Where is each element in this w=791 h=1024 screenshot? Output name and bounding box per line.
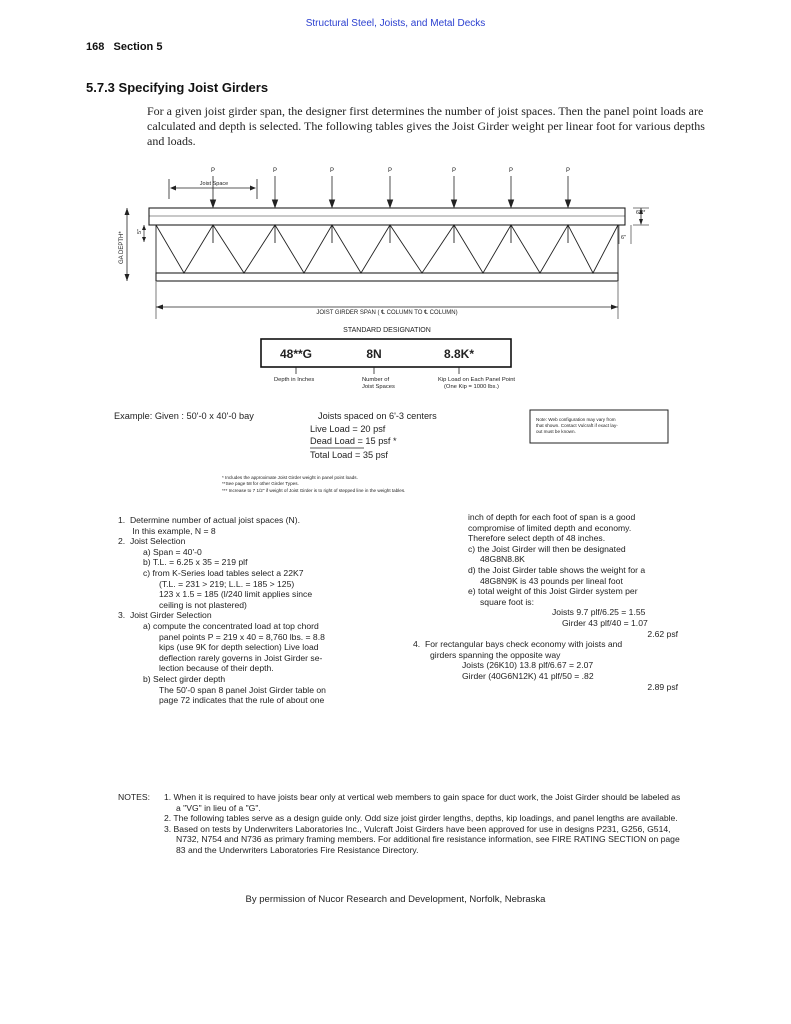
load-arrowhead	[509, 200, 514, 207]
intro-paragraph: For a given joist girder span, the designer first determines the number of joist spaces. Then the panel point loads are calculated and depth is selected. The following tables gives the Joist Girder weight per linear foot for various depths and loads.	[147, 104, 705, 148]
total-load: Total Load = 35 psf	[310, 450, 388, 460]
step-3c: c) the Joist Girder will then be designated	[468, 543, 626, 554]
page-number: 168	[86, 41, 105, 53]
footer-credit: By permission of Nucor Research and Development, Norfolk, Nebraska	[245, 894, 546, 905]
step-2c-line-2: (T.L. = 231 > 219; L.L. = 185 > 125)	[159, 578, 295, 589]
joist-girder-diagram	[114, 164, 674, 512]
step-3a-line-5: lection because of their depth.	[159, 663, 274, 674]
span-label: JOIST GIRDER SPAN ( ℄ COLUMN TO ℄ COLUMN)	[316, 310, 458, 316]
joist-space-label: Joist Space	[199, 181, 229, 187]
span-dimension	[156, 282, 618, 319]
designation-note-spaces-2: Joist Spaces	[362, 384, 395, 390]
notes-label: NOTES:	[118, 792, 150, 802]
load-label: P	[452, 168, 457, 174]
depth-dimension	[119, 208, 146, 281]
steps-right-column	[412, 512, 680, 692]
designation-spaces: 8N	[366, 347, 382, 361]
top-chord	[149, 208, 625, 225]
step-3e-line-2: square foot is:	[480, 596, 534, 607]
standard-designation-title: STANDARD DESIGNATION	[343, 327, 431, 334]
load-arrowhead	[388, 200, 393, 207]
page-header	[86, 41, 162, 53]
dead-load: Dead Load = 15 psf *	[310, 436, 397, 446]
step-3a-line-3: kips (use 9K for depth selection) Live load	[159, 642, 319, 653]
section-title: 5.7.3 Specifying Joist Girders	[86, 80, 269, 95]
step-1: 1. Determine number of actual joist spaces (N).	[118, 515, 300, 525]
example-given: Example: Given : 50'-0 x 40'-0 bay	[114, 411, 254, 421]
alt-weight-total: 2.89 psf	[647, 681, 678, 692]
step-2a: a) Span = 40'-0	[143, 546, 202, 557]
small-dim-label: 6"	[621, 235, 627, 241]
designation-note-load-1: Kip Load on Each Panel Point	[438, 377, 516, 383]
designation-load: 8.8K*	[443, 347, 475, 361]
six-label: 6"**	[636, 210, 646, 216]
load-arrowhead	[330, 200, 335, 207]
running-header: Structural Steel, Joists, and Metal Decks	[305, 18, 486, 29]
steps-left-column	[118, 515, 448, 706]
web-members	[156, 225, 618, 273]
weight-girder: Girder 43 plf/40 = 1.07	[562, 617, 648, 628]
step-3c-designation: 48G8N8.8K	[480, 554, 525, 565]
note-box-line-3: out must be known.	[536, 429, 576, 434]
load-label: P	[330, 168, 335, 174]
load-label: P	[211, 168, 216, 174]
footnote-1: * Includes the approximate Joist Girder weight in panel point loads.	[222, 475, 358, 480]
load-arrowhead	[211, 200, 216, 207]
note-2: 2. The following tables serve as a design guide only. Odd size joist girder lengths, depths, kip loadings, and panel lengths are available.	[164, 813, 678, 824]
load-arrows	[211, 168, 571, 207]
step-4: 4. For rectangular bays check economy with joists and	[413, 639, 623, 650]
step-2c-line-4: ceiling is not plastered)	[159, 599, 247, 610]
step-2c: c) from K-Series load tables select a 22K7	[143, 567, 304, 578]
designation-note-spaces-1: Number of	[362, 377, 390, 383]
live-load: Live Load = 20 psf	[310, 424, 386, 434]
alt-weight-joists: Joists (26K10) 13.8 plf/6.67 = 2.07	[462, 660, 594, 671]
joists-spaced: Joists spaced on 6'-3 centers	[318, 411, 437, 421]
step-3a-line-2: panel points P = 219 x 40 = 8,760 lbs. = 8.8	[159, 631, 325, 642]
web-zigzag	[156, 225, 618, 273]
load-label: P	[273, 168, 278, 174]
footnote-2: **See page 58 for other Girder Types.	[222, 481, 299, 486]
step-3: 3. Joist Girder Selection	[118, 610, 212, 621]
step-2c-line-3: 123 x 1.5 = 185 (l/240 limit applies since	[159, 589, 313, 600]
load-label: P	[566, 168, 571, 174]
note-1: 1. When it is required to have joists bear only at vertical web members to gain space for duct work, the Joist Girder should be labeled as a "VG" in lieu of a "G".	[164, 792, 681, 813]
step-3b-line-4: inch of depth for each foot of span is a good	[468, 512, 636, 522]
load-label: P	[509, 168, 514, 174]
step-3b: b) Select girder depth	[143, 673, 226, 684]
step-4-line-2: girders spanning the opposite way	[430, 649, 561, 660]
step-3a: a) compute the concentrated load at top chord	[143, 620, 319, 631]
note-box-line-2: that shown. Contact Vulcraft if exact lay-	[536, 423, 618, 428]
step-3b-line-2: The 50'-0 span 8 panel Joist Girder table on	[159, 684, 326, 695]
bottom-chord	[156, 273, 618, 281]
note-box-line-1: Note: Web configuration may vary from	[536, 417, 616, 422]
step-3b-line-3: page 72 indicates that the rule of about one	[159, 695, 325, 706]
section-label: Section 5	[113, 41, 163, 53]
step-1-detail: In this example, N = 8	[118, 525, 216, 536]
step-3a-line-4: deflection rarely governs in Joist Girder se-	[159, 652, 323, 663]
step-3d-line-2: 48G8N9K is 43 pounds per lineal foot	[480, 575, 623, 586]
bearing-label: 5"	[137, 228, 143, 234]
load-label: P	[388, 168, 393, 174]
step-2: 2. Joist Selection	[118, 536, 186, 547]
load-arrowhead	[566, 200, 571, 207]
designation-depth: 48**G	[279, 347, 313, 361]
step-3b-line-6: Therefore select depth of 48 inches.	[468, 533, 606, 544]
note-3: 3. Based on tests by Underwriters Laboratories Inc., Vulcraft Joist Girders have been approved for use in designs P231, G256, G514, N732, N754 and N736 as primary framing members. For additional fire resistance information, see FIRE RATING SECTION on page 83 and the Underwriters Laboratories Fire Resistance Directory.	[164, 823, 680, 855]
load-arrowhead	[452, 200, 457, 207]
load-arrowhead	[273, 200, 278, 207]
weight-joists: Joists 9.7 plf/6.25 = 1.55	[552, 607, 646, 618]
step-3d: d) the Joist Girder table shows the weight for a	[468, 564, 646, 575]
weight-total: 2.62 psf	[647, 628, 678, 639]
depth-label: GA DEPTH*	[119, 231, 125, 264]
footnote-3: *** Increase to 7 1/2" if weight of Joist Girder is to right of stepped line in the weight tables.	[222, 488, 406, 493]
step-3b-line-5: compromise of limited depth and economy.	[468, 522, 632, 533]
designation-note-load-2: (One Kip = 1000 lbs.)	[444, 384, 499, 390]
alt-weight-girder: Girder (40G6N12K) 41 plf/50 = .82	[462, 670, 594, 681]
step-3e: e) total weight of this Joist Girder system per	[468, 586, 638, 597]
step-2b: b) T.L. = 6.25 x 35 = 219 plf	[143, 557, 248, 568]
designation-note-depth: Depth in Inches	[274, 377, 315, 383]
notes-block	[118, 792, 682, 856]
